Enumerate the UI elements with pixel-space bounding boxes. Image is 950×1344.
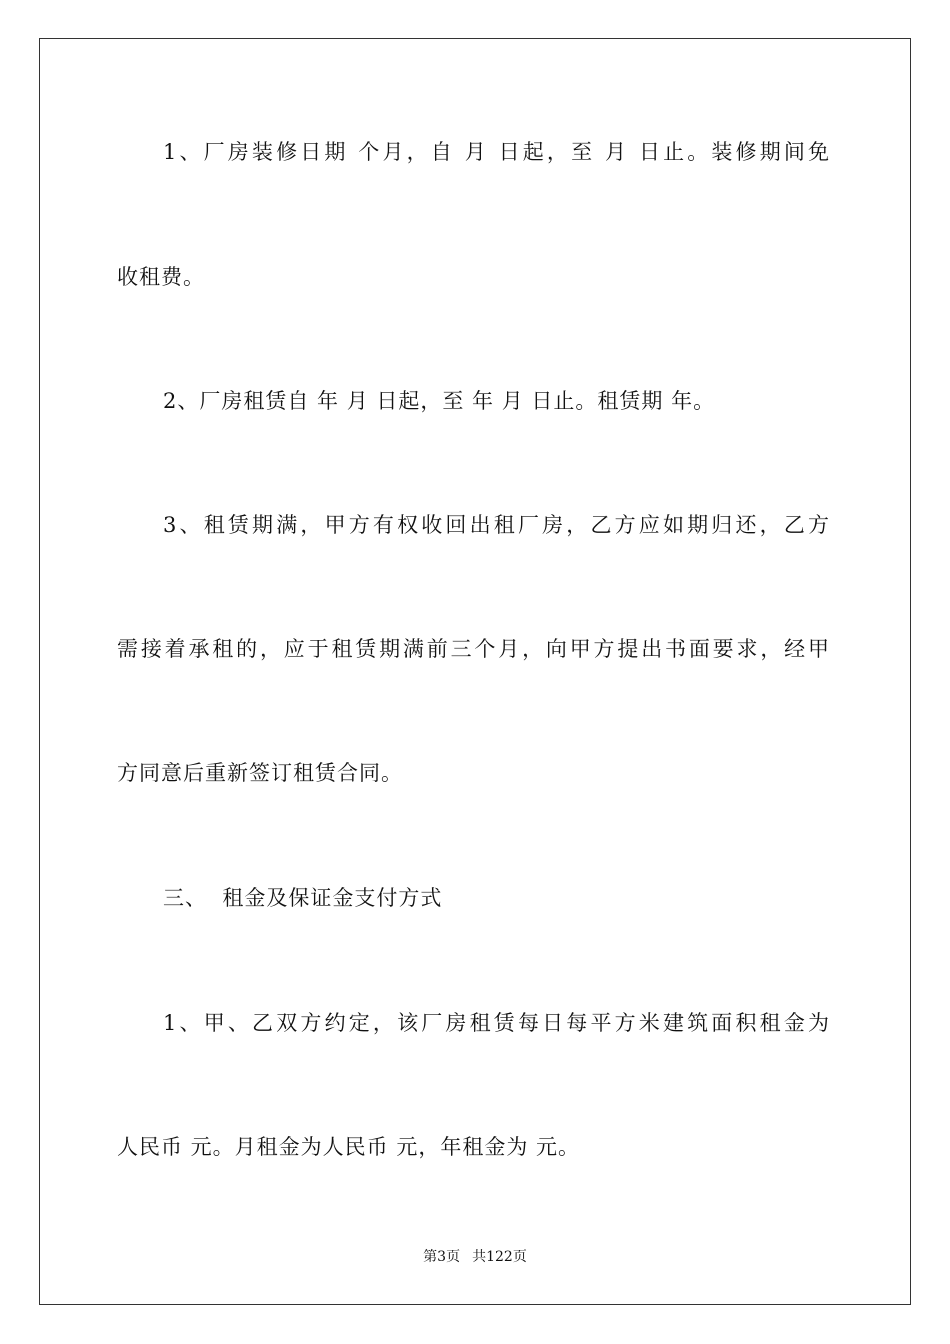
section-heading: 三、 租金及保证金支付方式 (163, 886, 443, 910)
paragraph-line: 3、租赁期满，甲方有权收回出租厂房，乙方应如期归还，乙方 (163, 513, 830, 537)
page-number: 第3页 (423, 1249, 461, 1265)
paragraph-line: 方同意后重新签订租赁合同。 (117, 761, 403, 785)
paragraph-line: 2、厂房租赁自 年 月 日起，至 年 月 日止。租赁期 年。 (163, 389, 716, 413)
paragraph-line: 1、厂房装修日期 个月，自 月 日起，至 月 日止。装修期间免 (163, 140, 830, 164)
page-border (39, 38, 911, 1305)
paragraph-line: 收租费。 (117, 265, 205, 289)
paragraph-line: 人民币 元。月租金为人民币 元，年租金为 元。 (117, 1135, 581, 1159)
paragraph-line: 需接着承租的，应于租赁期满前三个月，向甲方提出书面要求，经甲 (117, 637, 830, 661)
page-total: 共122页 (472, 1249, 527, 1265)
page-footer (0, 1248, 950, 1266)
paragraph-line: 1、甲、乙双方约定，该厂房租赁每日每平方米建筑面积租金为 (163, 1011, 830, 1035)
